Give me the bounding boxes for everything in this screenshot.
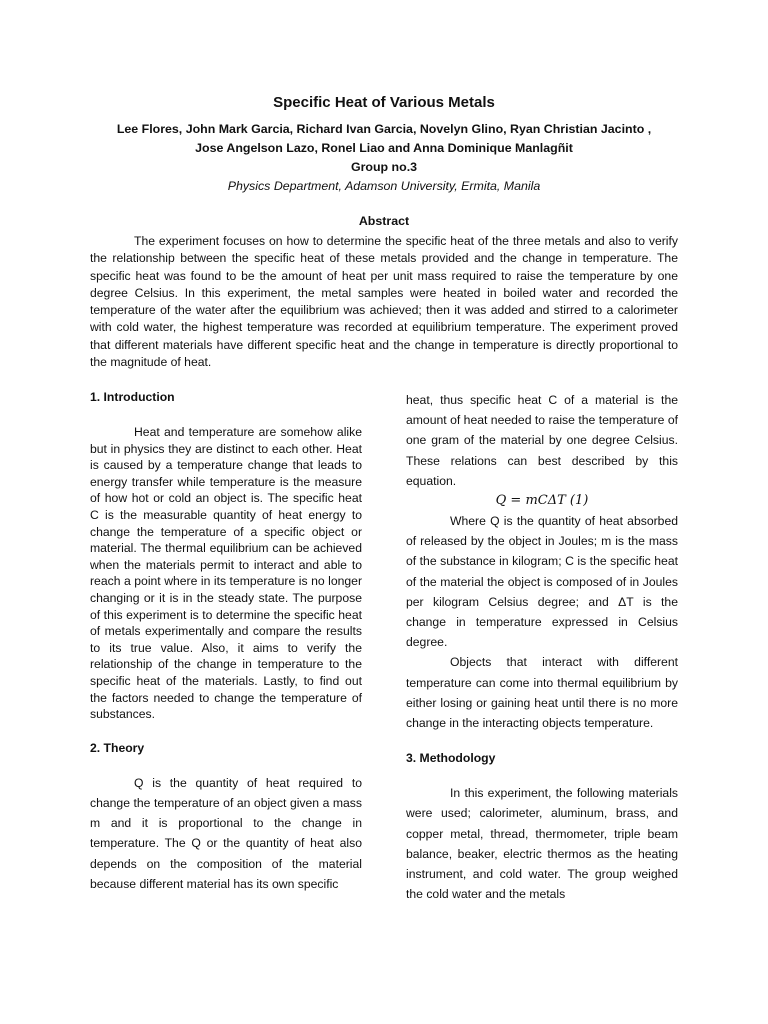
- paper-title: Specific Heat of Various Metals: [273, 94, 495, 111]
- abstract-heading: Abstract: [358, 214, 410, 228]
- theory-where-text: Where Q is the quantity of heat absorbed of released by the object in Joules; m is the mass of the substance in kilogram; C is the specific heat of the material the object is composed of in Joules per kilogram Celsius degree; and ΔT is the change in temperature expressed in Celsius degree.: [406, 514, 678, 650]
- methodology-body: In this experiment, the following materials were used; calorimeter, aluminum, brass, and copper metal, thread, thermometer, triple beam balance, beaker, electric thermos as the heating instrument, and cold water. The group weighed the cold water and the metals: [406, 786, 678, 902]
- right-column: [406, 390, 678, 904]
- left-column: [90, 390, 362, 894]
- introduction-body: Heat and temperature are somehow alike but in physics they are distinct to each other. Heat is caused by a temperature change that leads to energy transfer while temperature is the measure of how hot or cold an object is. The specific heat C is the measurable quantity of heat energy to change the temperature of a specific object or material. The thermal equilibrium can be achieved when the materials permit to interact and able to reach a point where in its temperature is no longer changing or it is in the steady state. The purpose of this experiment is to determine the specific heat of metals experimentally and compare the results to its true value. Also, it aims to verify the relationship of the change in temperature to the specific heat of the materials. Lastly, to find out the factors needed to change the temperature of substances.: [90, 425, 362, 722]
- affiliation: Physics Department, Adamson University, Ermita, Manila: [227, 179, 541, 193]
- methodology-heading: 3. Methodology: [406, 751, 496, 766]
- abstract-body: The experiment focuses on how to determine the specific heat of the three metals and also to verify the relationship between the specific heat of these metals provided and the change in temperature. The specific heat was found to be the amount of heat per unit mass required to raise the temperature by one degree Celsius. In this experiment, the metal samples were heated in boiled water and recorded the temperature of the water after the equilibrium was achieved; then it was added and stirred to a calorimeter with cold water, the highest temperature was recorded at equilibrium temperature. The experiment proved that different materials have different specific heat and the change in temperature is directly proportional to the magnitude of heat.: [90, 234, 678, 370]
- theory-heading: 2. Theory: [90, 740, 145, 755]
- specific-heat-equation: Q = mCΔT (1): [495, 493, 589, 509]
- introduction-heading: 1. Introduction: [90, 390, 175, 404]
- thermal-equilibrium-text: Objects that interact with different temperature can come into thermal equilibrium by either losing or gaining heat until there is no more change in the interacting objects temperature.: [406, 655, 678, 731]
- author-list: Lee Flores, John Mark Garcia, Richard Ivan Garcia, Novelyn Glino, Ryan Christian Jacinto , Jose Angelson Lazo, Ronel Liao and Anna Dominique Manlagñit: [116, 122, 652, 155]
- group-number: Group no.3: [350, 160, 418, 174]
- theory-body-left: Q is the quantity of heat required to change the temperature of an object given a mass m and it is proportional to the change in temperature. The Q or the quantity of heat also depends on the composition of the material because different material has its own specific: [90, 775, 362, 891]
- theory-body-right: heat, thus specific heat C of a material is the amount of heat needed to raise the temperature of one gram of the material by one degree Celsius. These relations can best described by this equation.: [406, 393, 678, 488]
